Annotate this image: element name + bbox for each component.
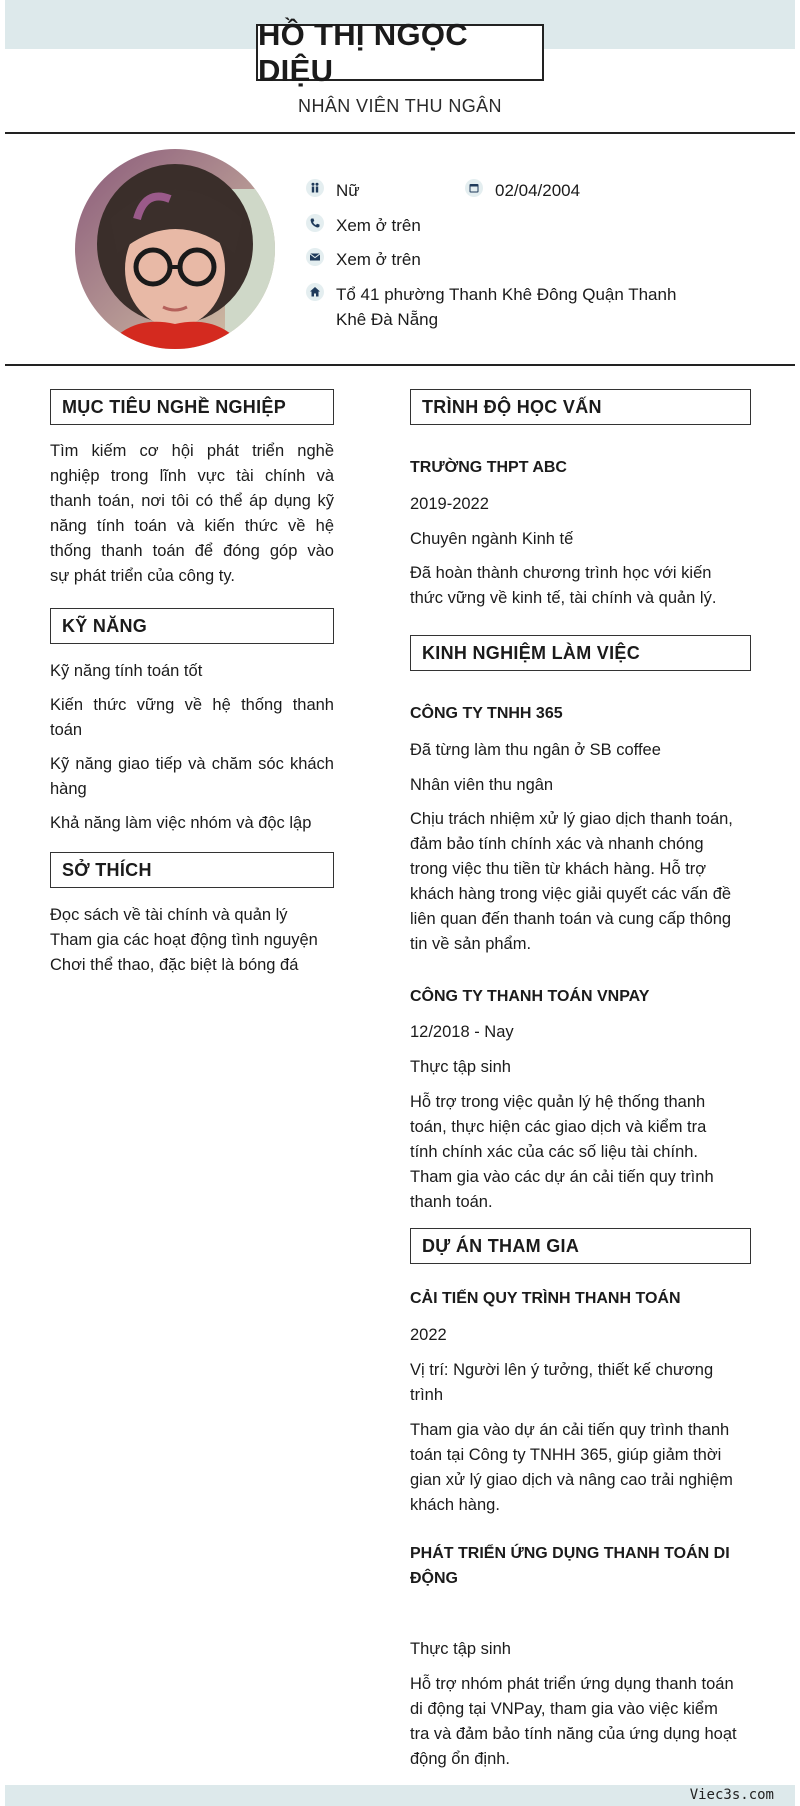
project1-role [410,1358,755,1408]
project2-desc-line: di động tại VNPay, tham gia vào việc kiểm [410,1700,718,1718]
objective-text [50,439,334,589]
hobbies-list [50,903,340,978]
skill-line: Khả năng làm việc nhóm và độc lập [50,814,312,832]
home-icon [306,283,324,301]
gender-value: Nữ [336,181,360,200]
education-desc [410,561,755,611]
skill-line: Kỹ năng giao tiếp và chăm sóc khách [50,755,334,773]
project2-desc-line: tra và đảm bảo tính năng của ứng dụng hoạt [410,1725,737,1743]
objective-line: thanh toán, nơi tôi có thể áp dụng kỹ [50,492,334,510]
phone-value: Xem ở trên [336,216,421,235]
job-title: NHÂN VIÊN THU NGÂN [298,96,502,116]
birthday-row [465,178,580,203]
job1-company: CÔNG TY TNHH 365 [410,705,563,722]
job2-desc-line: thanh toán. [410,1193,493,1211]
skill-item [50,693,334,743]
project2-desc-line: động ổn định. [410,1750,511,1768]
job1-desc-line: trong việc thu tiền từ khách hàng. Hỗ trợ [410,860,707,878]
skill-line: hàng [50,780,87,798]
hobbies-heading: SỞ THÍCH [50,852,334,888]
job1-period: Đã từng làm thu ngân ở SB coffee [410,741,661,759]
project1-role-line: Vị trí: Người lên ý tưởng, thiết kế chương [410,1361,714,1379]
project2-name-line: PHÁT TRIỂN ỨNG DỤNG THANH TOÁN DI [410,1545,730,1562]
address-row [306,282,676,332]
project1-year: 2022 [410,1326,447,1344]
job2-period: 12/2018 - Nay [410,1023,514,1041]
skill-line: Kiến thức vững về hệ thống thanh [50,696,334,714]
projects-heading: DỰ ÁN THAM GIA [410,1228,751,1264]
project1-name: CẢI TIẾN QUY TRÌNH THANH TOÁN [410,1290,681,1307]
objective-line: sự phát triển của công ty. [50,567,236,585]
project2-desc-line: Hỗ trợ nhóm phát triển ứng dụng thanh toán [410,1675,734,1693]
job1-desc-line: liên quan đến thanh toán và cung cấp thông [410,910,732,928]
divider-top [5,132,795,134]
address-line: Tổ 41 phường Thanh Khê Đông Quận Thanh [336,285,677,304]
project2-desc [410,1672,755,1772]
job1-desc-line: tin về sản phẩm. [410,935,532,953]
calendar-icon [465,179,483,197]
skill-line: toán [50,721,83,739]
skill-line: Kỹ năng tính toán tốt [50,662,203,680]
divider-profile [5,364,795,366]
education-heading: TRÌNH ĐỘ HỌC VẤN [410,389,751,425]
objective-line: năng tính toán và kiến thức về hệ [50,517,334,535]
phone-row [306,213,421,238]
phone-icon [306,214,324,232]
project1-desc-line: Tham gia vào dự án cải tiến quy trình thanh [410,1421,730,1439]
project2-name-line: ĐỘNG [410,1570,458,1587]
job2-company: CÔNG TY THANH TOÁN VNPAY [410,988,650,1005]
objective-line: Tìm kiếm cơ hội phát triển nghề [50,442,334,460]
job1-desc-line: Chịu trách nhiệm xử lý giao dịch thanh toán, [410,810,733,828]
job1-desc-line: khách hàng trong việc giải quyết các vấn đề [410,885,732,903]
job2-desc-line: toán, thực hiện các giao dịch và kiểm tra [410,1118,707,1136]
job2-position: Thực tập sinh [410,1058,511,1076]
email-icon [306,248,324,266]
project2-role: Thực tập sinh [410,1640,511,1658]
school-name: TRƯỜNG THPT ABC [410,459,567,476]
objective-heading: MỤC TIÊU NGHỀ NGHIỆP [50,389,334,425]
project1-desc-line: khách hàng. [410,1496,500,1514]
hobby-item: Đọc sách về tài chính và quản lý [50,906,288,924]
education-desc-line: thức vững về kinh tế, tài chính và quản lý. [410,589,717,607]
hobby-item: Chơi thể thao, đặc biệt là bóng đá [50,956,299,974]
objective-line: nghiệp trong lĩnh vực tài chính và [50,467,334,485]
watermark: Viec3s.com [689,1787,774,1803]
address-line: Khê Đà Nẵng [336,310,439,329]
email-value: Xem ở trên [336,250,421,269]
job2-desc [410,1090,755,1215]
experience-heading: KINH NGHIỆM LÀM VIỆC [410,635,751,671]
skill-item [50,659,334,684]
avatar [75,149,275,349]
job1-position: Nhân viên thu ngân [410,776,554,794]
project1-desc-line: gian xử lý giao dịch và nâng cao trải nghiệm [410,1471,733,1489]
project2-name [410,1541,755,1591]
gender-row [306,178,360,203]
address-value [336,282,676,332]
candidate-name: HỒ THỊ NGỌC DIỆU [256,24,544,81]
project1-role-line: trình [410,1386,444,1404]
project1-desc-line: toán tại Công ty TNHH 365, giúp giảm thời [410,1446,722,1464]
job2-desc-line: Hỗ trợ trong việc quản lý hệ thống thanh [410,1093,706,1111]
objective-line: thống thanh toán để đóng góp vào [50,542,334,560]
birthday-value: 02/04/2004 [495,181,581,200]
project1-desc [410,1418,755,1518]
skill-item [50,811,340,836]
job1-desc-line: đảm bảo tính chính xác và nhanh chóng [410,835,704,853]
hobby-item: Tham gia các hoạt động tình nguyện [50,931,318,949]
job2-desc-line: tính chính xác của các số liệu tài chính. [410,1143,699,1161]
education-period: 2019-2022 [410,495,489,513]
email-row [306,247,421,272]
skills-heading: KỸ NĂNG [50,608,334,644]
job2-desc-line: Tham gia vào các dự án cải tiến quy trình [410,1168,714,1186]
gender-icon [306,179,324,197]
bottom-band [5,1785,795,1806]
skill-item [50,752,334,802]
education-major: Chuyên ngành Kinh tế [410,530,574,548]
education-desc-line: Đã hoàn thành chương trình học với kiến [410,564,712,582]
job1-desc [410,807,755,957]
